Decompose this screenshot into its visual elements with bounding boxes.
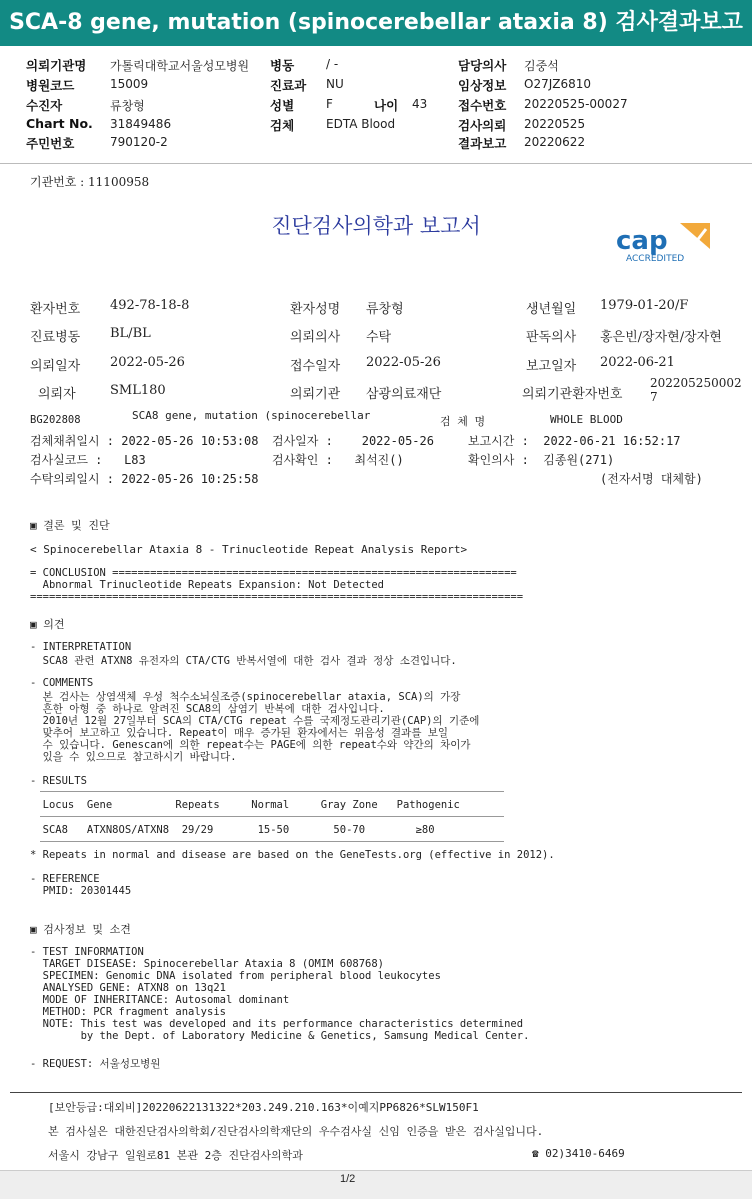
field-label: 생년월일 (526, 302, 577, 317)
results-note: * Repeats in normal and disease are based on the GeneTests.org (effective in 2012). (30, 849, 555, 861)
confirm-doctor: 확인의사 : 김종원(271) (468, 453, 615, 467)
conclusion-rule: ============================================================================== (30, 591, 524, 603)
header-value: F (326, 97, 333, 111)
section-heading: ▣ 검사정보 및 소견 (30, 923, 131, 936)
report-title: 진단검사의학과 보고서 (271, 214, 481, 238)
certification-line: 본 검사실은 대한진단검사의학회/진단검사의학재단의 우수검사실 신임 인증을 받은 검사실입니다. (48, 1125, 544, 1138)
test-info-line: by the Dept. of Laboratory Medicine & Genetics, Samsung Medical Center. (30, 1030, 530, 1042)
header-info (0, 52, 752, 162)
test-info-title: - TEST INFORMATION (30, 946, 144, 958)
header-value: NU (326, 77, 344, 91)
interpretation-text: SCA8 관련 ATXN8 유전자의 CTA/CTG 반복서열에 대한 검사 결과 정상 소견입니다. (30, 655, 457, 667)
header-label: 진료과 (270, 78, 307, 93)
conclusion-line: = CONCLUSION ================================================================ (30, 567, 517, 579)
comments-title: - COMMENTS (30, 677, 94, 689)
report-name: < Spinocerebellar Ataxia 8 - Trinucleotide Repeat Analysis Report> (30, 543, 468, 556)
header-value: 20220622 (524, 135, 586, 149)
field-label: 의뢰의사 (290, 330, 341, 345)
report-banner: SCA-8 gene, mutation (spinocerebellar ataxia 8) 검사결과보고서 (0, 0, 752, 46)
results-rule (40, 816, 504, 817)
reference-title: - REFERENCE (30, 873, 100, 885)
test-info-line: NOTE: This test was developed and its performance characteristics determined (30, 1018, 524, 1030)
header-label: 주민번호 (26, 136, 75, 151)
header-value: O27JZ6810 (524, 77, 592, 91)
comment-line: 있을 수 있으므로 참고하시기 바랍니다. (30, 751, 237, 763)
header-label: 임상정보 (458, 78, 507, 93)
lab-code: 검사실코드 : L83 (30, 453, 146, 467)
field-value: BL/BL (110, 326, 151, 341)
comment-line: 수 있습니다. Genescan에 의한 repeat수는 PAGE에 의한 repeat수와 약간의 차이가 (30, 739, 471, 751)
header-value: 790120-2 (110, 135, 168, 149)
reference-text: PMID: 20301445 (30, 885, 132, 897)
report-footer (10, 1092, 742, 1174)
test-info-line: SPECIMEN: Genomic DNA isolated from peripheral blood leukocytes (30, 970, 441, 982)
results-title: - RESULTS (30, 775, 87, 787)
header-label: 의뢰기관명 (26, 58, 87, 73)
field-value: 202205250002 (650, 376, 742, 390)
header-label: 접수번호 (458, 98, 507, 113)
header-value: EDTA Blood (326, 117, 396, 131)
section-heading: ▣ 결론 및 진단 (30, 519, 110, 532)
test-info-line: ANALYSED GENE: ATXN8 on 13q21 (30, 982, 226, 994)
header-divider (0, 163, 752, 164)
field-value: 수탁 (366, 330, 392, 345)
security-line: [보안등급:대외비]20220622131322*203.249.210.163*이예지PP6826*SLW150F1 (48, 1101, 479, 1114)
test-info-line: MODE OF INHERITANCE: Autosomal dominant (30, 994, 290, 1006)
report-time: 보고시간 : 2022-06-21 16:52:17 (468, 434, 681, 448)
results-rule (40, 841, 504, 842)
test-code: BG202808 (30, 414, 81, 426)
page-indicator-bar (0, 1170, 752, 1199)
field-value: 2022-06-21 (600, 355, 675, 370)
field-value: SML180 (110, 383, 166, 398)
agency-number: 기관번호 : 11100958 (30, 175, 150, 189)
header-value: 31849486 (110, 117, 172, 131)
field-value: 홍은빈/장자현/장자현 (600, 330, 722, 345)
results-header: Locus Gene Repeats Normal Gray Zone Pathogenic (30, 799, 460, 811)
section-heading: ▣ 의견 (30, 618, 65, 631)
field-label: 의뢰자 (38, 387, 76, 402)
header-label: 담당의사 (458, 58, 507, 73)
field-value: 1979-01-20/F (600, 298, 689, 313)
field-label: 의뢰일자 (30, 359, 81, 374)
field-value: 2022-05-26 (366, 355, 441, 370)
header-label: Chart No. (26, 116, 93, 131)
results-rule (40, 791, 504, 792)
header-label: 수진자 (26, 98, 63, 113)
header-label: 검사의뢰 (458, 118, 507, 133)
header-label: 병원코드 (26, 78, 75, 93)
field-value: 7 (650, 390, 658, 404)
field-label: 환자번호 (30, 302, 81, 317)
header-label: 나이 (374, 98, 399, 113)
svg-text:ACCREDITED: ACCREDITED (626, 254, 685, 264)
header-value: 20220525 (524, 117, 586, 131)
header-value: 20220525-00027 (524, 97, 628, 111)
results-row: SCA8 ATXN8OS/ATXN8 29/29 15-50 50-70 ≥80 (30, 824, 435, 836)
test-info-line: METHOD: PCR fragment analysis (30, 1006, 226, 1018)
header-value: 류창형 (110, 99, 145, 113)
header-value: 김중석 (524, 59, 559, 73)
conclusion-text: Abnormal Trinucleotide Repeats Expansion: Not Detected (30, 579, 385, 591)
confirmer: 검사확인 : 최석진() (272, 453, 404, 467)
field-value: 류창형 (366, 302, 404, 317)
esign-note: (전자서명 대체함) (600, 472, 703, 486)
field-label: 의뢰기관환자번호 (522, 387, 623, 402)
field-label: 환자성명 (290, 302, 341, 317)
receive-time: 수탁의뢰일시 : 2022-05-26 10:25:58 (30, 472, 259, 486)
field-value: 492-78-18-8 (110, 298, 190, 313)
interpretation-title: - INTERPRETATION (30, 641, 132, 653)
comment-line: 2010년 12월 27일부터 SCA의 CTA/CTG repeat 수를 국제정도관리기관(CAP)의 기준에 (30, 715, 480, 727)
field-value: 삼광의료재단 (366, 387, 442, 402)
comment-line: 본 검사는 상염색체 우성 척수소뇌실조증(spinocerebellar ataxia, SCA)의 가장 (30, 691, 461, 703)
address-line: 서울시 강남구 일원로81 본관 2층 진단검사의학과 (48, 1149, 303, 1162)
field-label: 판독의사 (526, 330, 577, 345)
page-number: 1/2 (340, 1173, 356, 1185)
field-label: 보고일자 (526, 359, 577, 374)
test-name: SCA8 gene, mutation (spinocerebellar (132, 409, 371, 422)
cap-logo (614, 219, 714, 265)
field-value: 2022-05-26 (110, 355, 185, 370)
header-value: / - (326, 57, 339, 71)
header-value: 43 (412, 97, 428, 111)
test-info-line: TARGET DISEASE: Spinocerebellar Ataxia 8 (OMIM 608768) (30, 958, 385, 970)
phone-line: ☎ 02)3410-6469 (532, 1147, 625, 1160)
header-label: 검체 (270, 118, 295, 133)
header-label: 성별 (270, 98, 295, 113)
header-label: 결과보고 (458, 136, 507, 151)
exam-date: 검사일자 : 2022-05-26 (272, 434, 434, 448)
cap-accredited-icon (614, 219, 714, 265)
comment-line: 맞추어 보고하고 있습니다. Repeat이 매우 증가된 환자에서는 위음성 결과를 보일 (30, 727, 449, 739)
header-value: 15009 (110, 77, 149, 91)
collect-time: 검체채취일시 : 2022-05-26 10:53:08 (30, 434, 259, 448)
header-label: 병동 (270, 58, 295, 73)
comment-line: 흔한 아형 중 하나로 알려진 SCA8의 삼염기 반복에 대한 검사입니다. (30, 703, 385, 715)
field-label: 접수일자 (290, 359, 341, 374)
svg-text:cap: cap (616, 226, 668, 256)
header-value: 가톨릭대학교서울성모병원 (110, 59, 250, 73)
specimen-value: WHOLE BLOOD (550, 413, 623, 426)
request-line: - REQUEST: 서울성모병원 (30, 1058, 161, 1070)
field-label: 의뢰기관 (290, 387, 341, 402)
field-label: 진료병동 (30, 330, 81, 345)
specimen-label: 검 체 명 (440, 415, 486, 428)
